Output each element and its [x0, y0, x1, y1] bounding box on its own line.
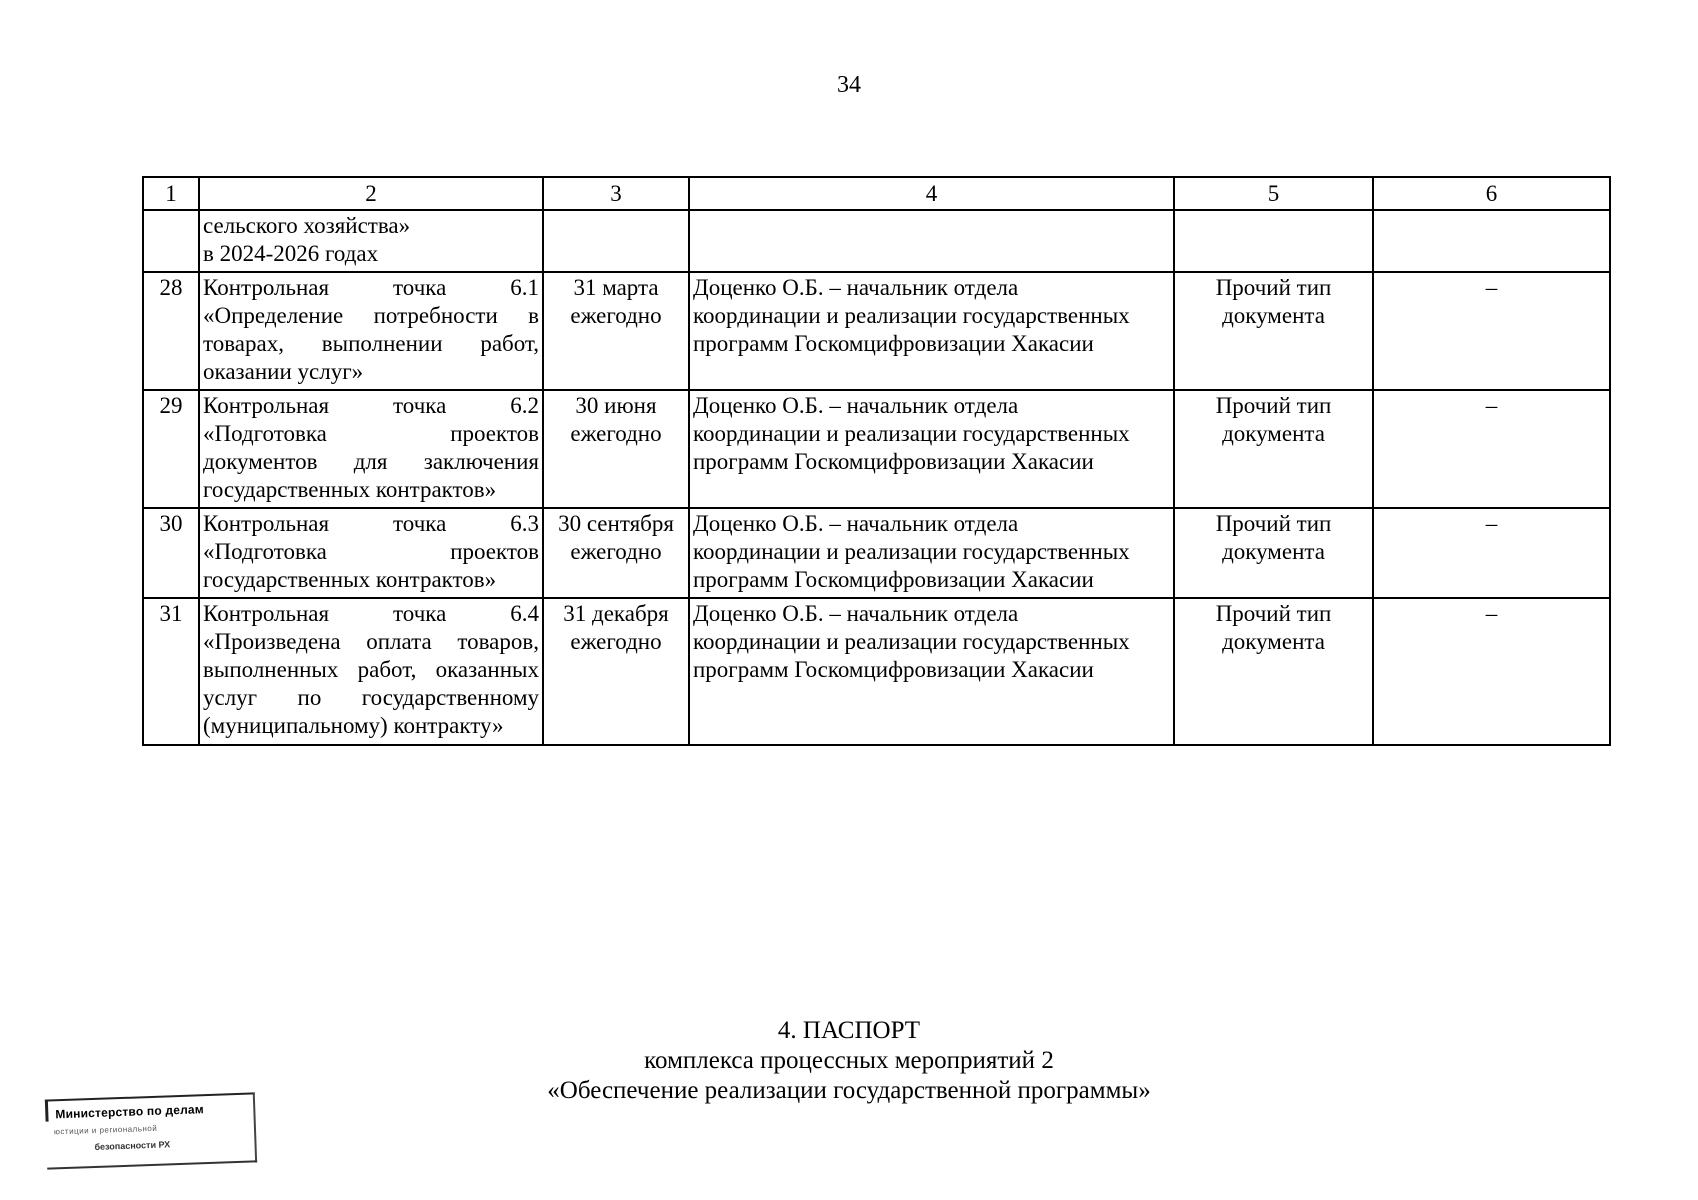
responsible-line: координации и реализации государственных: [693, 421, 1130, 446]
responsible-line: координации и реализации государственных: [693, 629, 1130, 654]
document-type-line: документа: [1222, 303, 1325, 328]
date-cell: [543, 508, 689, 598]
item-name-line: в 2024-2026 годах: [203, 241, 379, 266]
date-line: 30 июня: [575, 393, 657, 418]
responsible-cell: [689, 390, 1174, 508]
table-row: [143, 272, 1610, 390]
row-number-cell: 28: [143, 272, 199, 390]
responsible-cell: [689, 210, 1174, 272]
header-cell: 1: [143, 177, 199, 210]
date-cell: [543, 210, 689, 272]
responsible-line: Доценко О.Б. – начальник отдела: [693, 275, 1019, 300]
header-cell: 4: [689, 177, 1174, 210]
date-cell: [543, 272, 689, 390]
date-line: ежегодно: [570, 539, 662, 564]
document-type-line: Прочий тип: [1215, 511, 1332, 536]
responsible-line: координации и реализации государственных: [693, 303, 1130, 328]
date-cell: [543, 390, 689, 508]
page-number: 34: [837, 72, 861, 98]
table-row: [143, 598, 1610, 745]
control-points-table: [142, 176, 1611, 746]
responsible-line: Доценко О.Б. – начальник отдела: [693, 511, 1019, 536]
date-line: 31 марта: [573, 275, 659, 300]
section-subtitle: комплекса процессных мероприятий 2: [644, 1047, 1054, 1074]
document-type-cell: [1174, 272, 1373, 390]
info-cell: [1373, 210, 1610, 272]
responsible-cell: [689, 272, 1174, 390]
stamp-border: [47, 1160, 257, 1169]
document-type-cell: [1174, 508, 1373, 598]
responsible-line: Доценко О.Б. – начальник отдела: [693, 393, 1019, 418]
document-type-cell: [1174, 210, 1373, 272]
header-cell: 6: [1373, 177, 1610, 210]
row-number-cell: [143, 210, 199, 272]
stamp-line: юстиции и региональной: [53, 1123, 158, 1137]
section-title: 4. ПАСПОРТ: [777, 1017, 921, 1044]
section-name: «Обеспечение реализации государственной программы»: [547, 1077, 1151, 1104]
responsible-line: программ Госкомцифровизации Хакасии: [693, 657, 1094, 682]
header-cell: 2: [199, 177, 543, 210]
item-name-line: сельского хозяйства»: [203, 213, 411, 238]
header-cell: 3: [543, 177, 689, 210]
table-header-row: [143, 177, 1610, 210]
document-type-line: Прочий тип: [1215, 275, 1332, 300]
responsible-line: программ Госкомцифровизации Хакасии: [693, 331, 1094, 356]
stamp-border: [45, 1100, 49, 1122]
responsible-line: программ Госкомцифровизации Хакасии: [693, 567, 1094, 592]
document-type-line: документа: [1222, 421, 1325, 446]
responsible-line: координации и реализации государственных: [693, 539, 1130, 564]
info-cell: –: [1373, 390, 1610, 508]
registration-stamp: [45, 1092, 257, 1169]
document-type-cell: [1174, 390, 1373, 508]
row-number-cell: 30: [143, 508, 199, 598]
document-type-cell: [1174, 598, 1373, 745]
responsible-line: Доценко О.Б. – начальник отдела: [693, 601, 1019, 626]
document-type-line: Прочий тип: [1215, 393, 1332, 418]
date-cell: [543, 598, 689, 745]
document-type-line: Прочий тип: [1215, 601, 1332, 626]
row-number-cell: 29: [143, 390, 199, 508]
item-name-cell: Контрольная точка 6.3 «Подготовка проектов государственных контрактов»: [199, 508, 543, 598]
table-row-continuation: [143, 210, 1610, 272]
date-line: ежегодно: [570, 421, 662, 446]
info-cell: –: [1373, 508, 1610, 598]
stamp-line: Министерство по делам: [55, 1102, 205, 1122]
item-name-cell: Контрольная точка 6.2 «Подготовка проектов документов для заключения государственных контрактов»: [199, 390, 543, 508]
responsible-line: программ Госкомцифровизации Хакасии: [693, 449, 1094, 474]
date-line: ежегодно: [570, 629, 662, 654]
table-row: [143, 508, 1610, 598]
info-cell: –: [1373, 598, 1610, 745]
item-name-cell: [199, 210, 543, 272]
stamp-line: безопасности РХ: [94, 1139, 171, 1152]
info-cell: –: [1373, 272, 1610, 390]
item-name-cell: Контрольная точка 6.4 «Произведена оплата товаров, выполненных работ, оказанных услуг по государственному (муниципальному) контракту»: [199, 598, 543, 745]
date-line: 30 сентября: [558, 511, 674, 536]
date-line: 31 декабря: [563, 601, 669, 626]
date-line: ежегодно: [570, 303, 662, 328]
document-type-line: документа: [1222, 539, 1325, 564]
responsible-cell: [689, 598, 1174, 745]
table-row: [143, 390, 1610, 508]
row-number-cell: 31: [143, 598, 199, 745]
item-name-cell: Контрольная точка 6.1 «Определение потребности в товарах, выполнении работ, оказании услуг»: [199, 272, 543, 390]
responsible-cell: [689, 508, 1174, 598]
header-cell: 5: [1174, 177, 1373, 210]
document-type-line: документа: [1222, 629, 1325, 654]
